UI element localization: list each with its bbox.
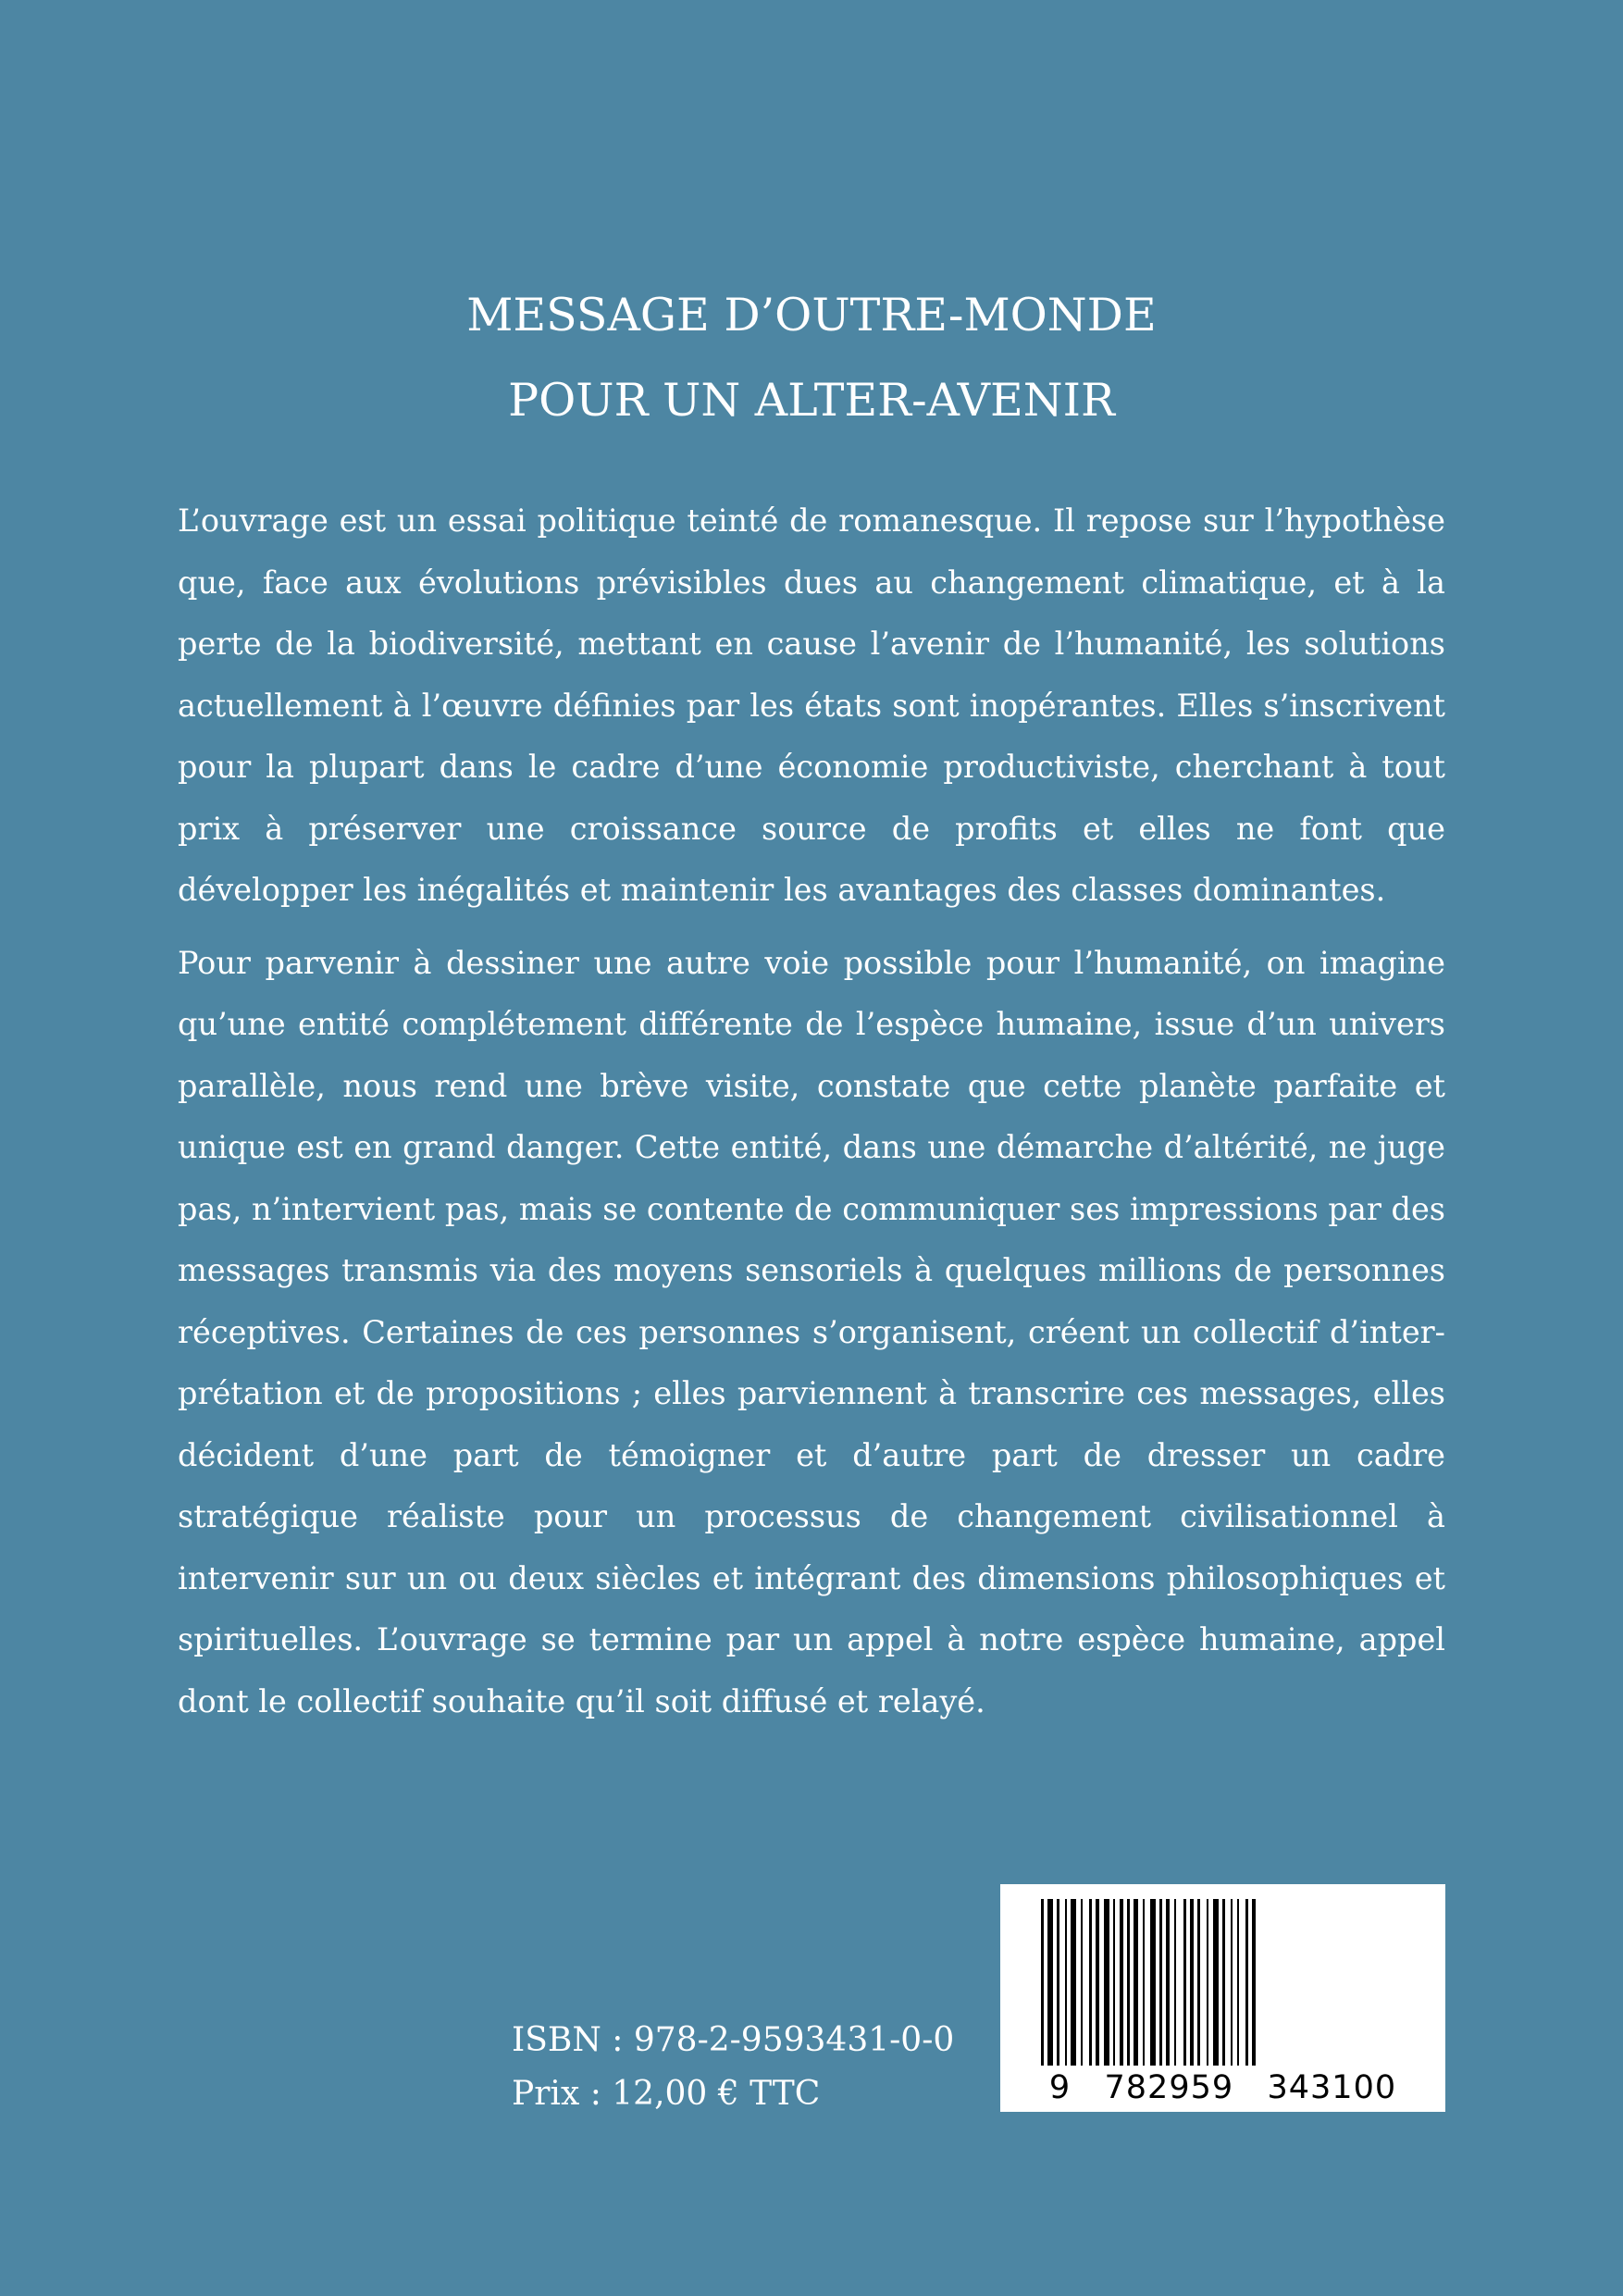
barcode-bar	[1047, 1899, 1053, 2066]
barcode-bar	[1159, 1899, 1162, 2066]
barcode-bar	[1207, 1899, 1208, 2066]
barcode-bar	[1071, 1899, 1076, 2066]
title-line-2: POUR UN ALTER-AVENIR	[508, 374, 1115, 427]
barcode-bar	[1104, 1899, 1109, 2066]
synopsis-paragraph-2: Pour parvenir à dessiner une autre voie possible pour l’humanité, on imagine qu’une entité complétement différente de l’espèce humaine, issue d’un univers parallèle, nous rend une brève visite, constate que cette planète parfaite et unique est en grand danger. Cette entité, dans une démarche d’altérité, ne juge pas, n’intervient pas, mais se contente de communiquer ses impressions par des messages transmis via des moyens sensoriels à quelques millions de personnes réceptives. Certaines de ces personnes s’organisent, créent un collectif d’interprétation et de propositions ; elles parviennent à transcrire ces messages, elles décident d’une part de témoigner et d’autre part de dresser un cadre stratégique réaliste pour un processus de changement civilisationnel à intervenir sur un ou deux siècles et intégrant des dimensions philosophiques et spirituelles. L’ouvrage se termine par un appel à notre espèce humaine, appel dont le collectif souhaite qu’il soit diffusé et relayé.	[178, 944, 1445, 1719]
barcode-bar	[1127, 1899, 1130, 2066]
barcode-bar	[1057, 1899, 1059, 2066]
barcode-bar	[1190, 1899, 1194, 2066]
barcode-bar	[1197, 1899, 1200, 2066]
barcode-bar	[1183, 1899, 1186, 2066]
barcode	[1000, 1884, 1445, 2112]
isbn-text: ISBN : 978-2-9593431-0-0	[512, 2021, 955, 2059]
barcode-bar	[1041, 1899, 1044, 2066]
price-text: Prix : 12,00 € TTC	[512, 2075, 821, 2113]
barcode-bar	[1113, 1899, 1115, 2066]
barcode-digits: 9 782959 343100	[1048, 2069, 1397, 2106]
barcode-bar	[1245, 1899, 1248, 2066]
barcode-bar	[1252, 1899, 1256, 2066]
synopsis-paragraph-1: L’ouvrage est un essai politique teinté de romanesque. Il repose sur l’hypothèse que, face aux évolutions prévisibles dues au changement climatique, et à la perte de la biodiversité, mettant en cause l’avenir de l’humanité, les solutions actuellement à l’œuvre définies par les états sont inopérantes. Elles s’inscrivent pour la plupart dans le cadre d’une économie productiviste, cherchant à tout prix à préserver une croissance source de profits et elles ne font que développer les inégalités et maintenir les avantages des classes dominantes.	[178, 503, 1445, 908]
barcode-bar	[1096, 1899, 1099, 2066]
synopsis	[178, 490, 1445, 1744]
barcode-bar	[1166, 1899, 1170, 2066]
book-title	[0, 273, 1623, 443]
barcode-bar	[1222, 1899, 1225, 2066]
publication-info	[512, 2014, 954, 2121]
barcode-bar	[1143, 1899, 1145, 2066]
barcode-bar	[1134, 1899, 1138, 2066]
barcode-bar	[1065, 1899, 1067, 2066]
barcode-bar	[1150, 1899, 1156, 2066]
title-line-1: MESSAGE D’OUTRE-MONDE	[466, 289, 1157, 341]
barcode-bar	[1174, 1899, 1176, 2066]
barcode-bar	[1231, 1899, 1233, 2066]
barcode-bar	[1237, 1899, 1239, 2066]
barcode-bar	[1081, 1899, 1083, 2066]
barcode-bar	[1089, 1899, 1092, 2066]
barcode-bar	[1213, 1899, 1219, 2066]
barcode-bar	[1120, 1899, 1123, 2066]
